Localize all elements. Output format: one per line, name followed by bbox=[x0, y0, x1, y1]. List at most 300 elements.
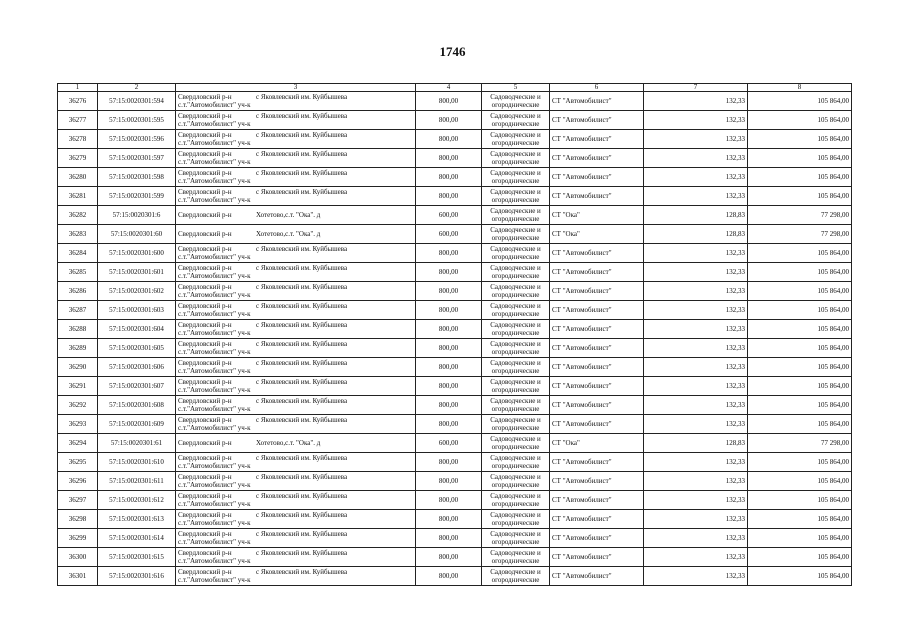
organization: СТ "Ока" bbox=[550, 434, 644, 453]
table-row bbox=[58, 510, 852, 529]
table-row bbox=[58, 358, 852, 377]
price-per-unit: 132,33 bbox=[644, 491, 748, 510]
table-row bbox=[58, 282, 852, 301]
address-place: с Яковлевский им. Куйбышева bbox=[256, 397, 348, 405]
price-per-unit: 132,33 bbox=[644, 529, 748, 548]
land-use-line-2: огороднические bbox=[491, 462, 540, 470]
address-region: Свердловский р-н bbox=[178, 169, 232, 177]
address-line-1 bbox=[178, 131, 413, 139]
address-region: Свердловский р-н bbox=[178, 397, 232, 405]
land-use-line-1: Садоводческие и bbox=[490, 473, 541, 481]
price-per-unit: 132,33 bbox=[644, 567, 748, 586]
plot-area: 800,00 bbox=[416, 282, 482, 301]
address-cell bbox=[176, 225, 416, 244]
address-place: с Яковлевский им. Куйбышева bbox=[256, 321, 348, 329]
address-cell bbox=[176, 149, 416, 168]
row-number: 36296 bbox=[58, 472, 98, 491]
address-region: Свердловский р-н bbox=[178, 150, 232, 158]
land-use-line-2: огороднические bbox=[491, 272, 540, 280]
cadastral-value: 105 864,00 bbox=[748, 339, 852, 358]
address-cell bbox=[176, 244, 416, 263]
organization: СТ "Автомобилист" bbox=[550, 358, 644, 377]
address-region: Свердловский р-н bbox=[178, 230, 232, 238]
plot-area: 800,00 bbox=[416, 263, 482, 282]
cadastral-value: 105 864,00 bbox=[748, 396, 852, 415]
land-use-line-1: Садоводческие и bbox=[490, 530, 541, 538]
organization: СТ "Автомобилист" bbox=[550, 111, 644, 130]
land-use-line-1: Садоводческие и bbox=[490, 150, 541, 158]
row-number: 36281 bbox=[58, 187, 98, 206]
land-use-line-1: Садоводческие и bbox=[490, 112, 541, 120]
plot-area: 800,00 bbox=[416, 377, 482, 396]
plot-area: 800,00 bbox=[416, 187, 482, 206]
land-use-line-2: огороднические bbox=[491, 386, 540, 394]
address-region: Свердловский р-н bbox=[178, 211, 232, 219]
land-use-line-1: Садоводческие и bbox=[490, 283, 541, 291]
cadastral-number: 57:15:0020301:609 bbox=[98, 415, 176, 434]
cadastral-value: 105 864,00 bbox=[748, 548, 852, 567]
address-locality: с.т."Автомобилист" уч-к bbox=[178, 424, 251, 432]
address-line-1 bbox=[178, 416, 413, 424]
land-use-category bbox=[482, 491, 550, 510]
address-place: с Яковлевский им. Куйбышева bbox=[256, 416, 348, 424]
address-locality: с.т."Автомобилист" уч-к bbox=[178, 519, 251, 527]
price-per-unit: 132,33 bbox=[644, 415, 748, 434]
address-cell bbox=[176, 510, 416, 529]
cadastral-number: 57:15:0020301:605 bbox=[98, 339, 176, 358]
price-per-unit: 132,33 bbox=[644, 510, 748, 529]
address-locality: с.т."Автомобилист" уч-к bbox=[178, 348, 251, 356]
land-use-line-2: огороднические bbox=[491, 443, 540, 451]
cadastral-number: 57:15:0020301:611 bbox=[98, 472, 176, 491]
address-region: Свердловский р-н bbox=[178, 188, 232, 196]
address-cell bbox=[176, 320, 416, 339]
table-row bbox=[58, 415, 852, 434]
table-row bbox=[58, 206, 852, 225]
table-row bbox=[58, 396, 852, 415]
address-place: с Яковлевский им. Куйбышева bbox=[256, 112, 348, 120]
plot-area: 800,00 bbox=[416, 320, 482, 339]
row-number: 36293 bbox=[58, 415, 98, 434]
cadastral-number: 57:15:0020301:598 bbox=[98, 168, 176, 187]
plot-area: 600,00 bbox=[416, 434, 482, 453]
address-locality: с.т."Автомобилист" уч-к bbox=[178, 367, 251, 375]
price-per-unit: 128,83 bbox=[644, 434, 748, 453]
address-place: с Яковлевский им. Куйбышева bbox=[256, 549, 348, 557]
table-row bbox=[58, 168, 852, 187]
price-per-unit: 132,33 bbox=[644, 92, 748, 111]
cadastral-number: 57:15:0020301:604 bbox=[98, 320, 176, 339]
address-region: Свердловский р-н bbox=[178, 264, 232, 272]
cadastral-value: 105 864,00 bbox=[748, 130, 852, 149]
address-line-1 bbox=[178, 112, 413, 120]
table-row bbox=[58, 548, 852, 567]
row-number: 36276 bbox=[58, 92, 98, 111]
cadastral-number: 57:15:0020301:612 bbox=[98, 491, 176, 510]
land-use-line-2: огороднические bbox=[491, 519, 540, 527]
cadastral-number: 57:15:0020301:594 bbox=[98, 92, 176, 111]
address-cell bbox=[176, 415, 416, 434]
organization: СТ "Автомобилист" bbox=[550, 92, 644, 111]
land-use-line-1: Садоводческие и bbox=[490, 568, 541, 576]
cadastral-number: 57:15:0020301:596 bbox=[98, 130, 176, 149]
address-cell bbox=[176, 548, 416, 567]
header-col-6: 6 bbox=[550, 84, 644, 92]
land-use-line-1: Садоводческие и bbox=[490, 245, 541, 253]
land-use-line-1: Садоводческие и bbox=[490, 340, 541, 348]
row-number: 36277 bbox=[58, 111, 98, 130]
organization: СТ "Автомобилист" bbox=[550, 415, 644, 434]
price-per-unit: 132,33 bbox=[644, 187, 748, 206]
organization: СТ "Автомобилист" bbox=[550, 339, 644, 358]
organization: СТ "Автомобилист" bbox=[550, 548, 644, 567]
organization: СТ "Автомобилист" bbox=[550, 453, 644, 472]
land-use-line-1: Садоводческие и bbox=[490, 93, 541, 101]
row-number: 36289 bbox=[58, 339, 98, 358]
cadastral-value: 77 298,00 bbox=[748, 225, 852, 244]
organization: СТ "Автомобилист" bbox=[550, 491, 644, 510]
address-cell bbox=[176, 111, 416, 130]
address-locality: с.т."Автомобилист" уч-к bbox=[178, 557, 251, 565]
address-cell bbox=[176, 187, 416, 206]
address-locality: с.т."Автомобилист" уч-к bbox=[178, 386, 251, 394]
plot-area: 800,00 bbox=[416, 453, 482, 472]
address-place: с Яковлевский им. Куйбышева bbox=[256, 283, 348, 291]
row-number: 36279 bbox=[58, 149, 98, 168]
price-per-unit: 132,33 bbox=[644, 111, 748, 130]
address-region: Свердловский р-н bbox=[178, 378, 232, 386]
land-use-line-2: огороднические bbox=[491, 291, 540, 299]
organization: СТ "Автомобилист" bbox=[550, 130, 644, 149]
land-use-line-1: Садоводческие и bbox=[490, 302, 541, 310]
address-cell bbox=[176, 168, 416, 187]
price-per-unit: 128,83 bbox=[644, 206, 748, 225]
land-use-line-2: огороднические bbox=[491, 367, 540, 375]
address-cell bbox=[176, 358, 416, 377]
plot-area: 600,00 bbox=[416, 206, 482, 225]
address-cell bbox=[176, 567, 416, 586]
address-place: с Яковлевский им. Куйбышева bbox=[256, 340, 348, 348]
address-region: Свердловский р-н bbox=[178, 454, 232, 462]
table-row bbox=[58, 92, 852, 111]
address-line-1 bbox=[178, 188, 413, 196]
plot-area: 800,00 bbox=[416, 472, 482, 491]
cadastral-value: 105 864,00 bbox=[748, 187, 852, 206]
cadastral-value: 77 298,00 bbox=[748, 434, 852, 453]
cadastral-number: 57:15:0020301:608 bbox=[98, 396, 176, 415]
organization: СТ "Автомобилист" bbox=[550, 472, 644, 491]
organization: СТ "Автомобилист" bbox=[550, 263, 644, 282]
header-col-5: 5 bbox=[482, 84, 550, 92]
land-use-category bbox=[482, 301, 550, 320]
land-use-line-2: огороднические bbox=[491, 215, 540, 223]
land-use-line-2: огороднические bbox=[491, 481, 540, 489]
land-use-category bbox=[482, 415, 550, 434]
plot-area: 800,00 bbox=[416, 130, 482, 149]
row-number: 36287 bbox=[58, 301, 98, 320]
land-use-category bbox=[482, 339, 550, 358]
address-locality: с.т."Автомобилист" уч-к bbox=[178, 538, 251, 546]
row-number: 36278 bbox=[58, 130, 98, 149]
land-use-category bbox=[482, 187, 550, 206]
cadastral-number: 57:15:0020301:61 bbox=[98, 434, 176, 453]
land-use-category bbox=[482, 206, 550, 225]
plot-area: 800,00 bbox=[416, 301, 482, 320]
cadastral-value: 105 864,00 bbox=[748, 529, 852, 548]
cadastral-number: 57:15:0020301:610 bbox=[98, 453, 176, 472]
price-per-unit: 132,33 bbox=[644, 168, 748, 187]
address-place: Хотетово,с.т. "Ока". д bbox=[256, 439, 321, 447]
table-row bbox=[58, 434, 852, 453]
land-use-category bbox=[482, 244, 550, 263]
price-per-unit: 132,33 bbox=[644, 263, 748, 282]
address-place: с Яковлевский им. Куйбышева bbox=[256, 93, 348, 101]
plot-area: 800,00 bbox=[416, 149, 482, 168]
address-line-1 bbox=[178, 492, 413, 500]
land-use-category bbox=[482, 282, 550, 301]
address-line-1 bbox=[178, 321, 413, 329]
address-place: с Яковлевский им. Куйбышева bbox=[256, 245, 348, 253]
address-region: Свердловский р-н bbox=[178, 302, 232, 310]
plot-area: 800,00 bbox=[416, 529, 482, 548]
address-region: Свердловский р-н bbox=[178, 439, 232, 447]
address-cell bbox=[176, 377, 416, 396]
cadastral-value: 105 864,00 bbox=[748, 510, 852, 529]
address-cell bbox=[176, 282, 416, 301]
cadastral-value: 105 864,00 bbox=[748, 453, 852, 472]
address-region: Свердловский р-н bbox=[178, 112, 232, 120]
cadastral-number: 57:15:0020301:60 bbox=[98, 225, 176, 244]
organization: СТ "Ока" bbox=[550, 206, 644, 225]
table-row bbox=[58, 111, 852, 130]
table-row bbox=[58, 339, 852, 358]
table-row bbox=[58, 567, 852, 586]
cadastral-value: 105 864,00 bbox=[748, 263, 852, 282]
table-body bbox=[58, 92, 852, 586]
plot-area: 800,00 bbox=[416, 415, 482, 434]
address-line-1 bbox=[178, 359, 413, 367]
table-row bbox=[58, 149, 852, 168]
land-use-category bbox=[482, 567, 550, 586]
row-number: 36282 bbox=[58, 206, 98, 225]
organization: СТ "Автомобилист" bbox=[550, 396, 644, 415]
row-number: 36294 bbox=[58, 434, 98, 453]
header-col-2: 2 bbox=[98, 84, 176, 92]
address-place: с Яковлевский им. Куйбышева bbox=[256, 492, 348, 500]
organization: СТ "Автомобилист" bbox=[550, 244, 644, 263]
organization: СТ "Автомобилист" bbox=[550, 320, 644, 339]
land-use-category bbox=[482, 472, 550, 491]
land-use-line-2: огороднические bbox=[491, 557, 540, 565]
address-place: с Яковлевский им. Куйбышева bbox=[256, 169, 348, 177]
address-line-1 bbox=[178, 378, 413, 386]
address-place: с Яковлевский им. Куйбышева bbox=[256, 511, 348, 519]
address-region: Свердловский р-н bbox=[178, 549, 232, 557]
address-region: Свердловский р-н bbox=[178, 359, 232, 367]
price-per-unit: 128,83 bbox=[644, 225, 748, 244]
price-per-unit: 132,33 bbox=[644, 149, 748, 168]
land-use-category bbox=[482, 434, 550, 453]
header-col-1: 1 bbox=[58, 84, 98, 92]
address-line-1 bbox=[178, 439, 413, 447]
row-number: 36299 bbox=[58, 529, 98, 548]
address-line-1 bbox=[178, 211, 413, 219]
address-region: Свердловский р-н bbox=[178, 511, 232, 519]
address-line-1 bbox=[178, 93, 413, 101]
address-locality: с.т."Автомобилист" уч-к bbox=[178, 196, 251, 204]
address-cell bbox=[176, 206, 416, 225]
table-header bbox=[58, 84, 852, 92]
organization: СТ "Автомобилист" bbox=[550, 510, 644, 529]
table-row bbox=[58, 187, 852, 206]
address-line-1 bbox=[178, 511, 413, 519]
cadastral-number: 57:15:0020301:595 bbox=[98, 111, 176, 130]
cadastral-number: 57:15:0020301:6 bbox=[98, 206, 176, 225]
address-place: Хотетово,с.т. "Ока". д bbox=[256, 230, 321, 238]
price-per-unit: 132,33 bbox=[644, 244, 748, 263]
land-use-line-1: Садоводческие и bbox=[490, 169, 541, 177]
address-locality: с.т."Автомобилист" уч-к bbox=[178, 120, 251, 128]
cadastral-value: 105 864,00 bbox=[748, 111, 852, 130]
address-line-1 bbox=[178, 150, 413, 158]
address-line-1 bbox=[178, 230, 413, 238]
cadastral-value: 105 864,00 bbox=[748, 358, 852, 377]
plot-area: 800,00 bbox=[416, 548, 482, 567]
address-region: Свердловский р-н bbox=[178, 530, 232, 538]
table-row bbox=[58, 301, 852, 320]
price-per-unit: 132,33 bbox=[644, 301, 748, 320]
land-use-category bbox=[482, 225, 550, 244]
address-region: Свердловский р-н bbox=[178, 131, 232, 139]
address-locality: с.т."Автомобилист" уч-к bbox=[178, 177, 251, 185]
address-locality: с.т."Автомобилист" уч-к bbox=[178, 329, 251, 337]
land-use-category bbox=[482, 510, 550, 529]
land-use-line-2: огороднические bbox=[491, 405, 540, 413]
plot-area: 800,00 bbox=[416, 510, 482, 529]
address-place: с Яковлевский им. Куйбышева bbox=[256, 188, 348, 196]
row-number: 36283 bbox=[58, 225, 98, 244]
land-use-line-2: огороднические bbox=[491, 348, 540, 356]
land-use-line-2: огороднические bbox=[491, 234, 540, 242]
plot-area: 800,00 bbox=[416, 111, 482, 130]
row-number: 36292 bbox=[58, 396, 98, 415]
address-line-1 bbox=[178, 245, 413, 253]
plot-area: 800,00 bbox=[416, 567, 482, 586]
price-per-unit: 132,33 bbox=[644, 339, 748, 358]
address-locality: с.т."Автомобилист" уч-к bbox=[178, 405, 251, 413]
cadastral-number: 57:15:0020301:602 bbox=[98, 282, 176, 301]
address-region: Свердловский р-н bbox=[178, 492, 232, 500]
plot-area: 800,00 bbox=[416, 396, 482, 415]
land-use-category bbox=[482, 92, 550, 111]
land-use-line-2: огороднические bbox=[491, 196, 540, 204]
row-number: 36295 bbox=[58, 453, 98, 472]
row-number: 36284 bbox=[58, 244, 98, 263]
land-use-line-1: Садоводческие и bbox=[490, 207, 541, 215]
address-line-1 bbox=[178, 397, 413, 405]
land-use-line-1: Садоводческие и bbox=[490, 492, 541, 500]
cadastral-number: 57:15:0020301:614 bbox=[98, 529, 176, 548]
address-place: с Яковлевский им. Куйбышева bbox=[256, 359, 348, 367]
land-use-line-2: огороднические bbox=[491, 139, 540, 147]
land-use-category bbox=[482, 149, 550, 168]
table-row bbox=[58, 453, 852, 472]
address-place: с Яковлевский им. Куйбышева bbox=[256, 454, 348, 462]
land-plots-table bbox=[57, 83, 852, 586]
cadastral-value: 105 864,00 bbox=[748, 491, 852, 510]
cadastral-value: 105 864,00 bbox=[748, 168, 852, 187]
cadastral-value: 105 864,00 bbox=[748, 377, 852, 396]
land-use-line-1: Садоводческие и bbox=[490, 131, 541, 139]
land-use-line-2: огороднические bbox=[491, 120, 540, 128]
land-use-category bbox=[482, 320, 550, 339]
address-line-1 bbox=[178, 283, 413, 291]
address-region: Свердловский р-н bbox=[178, 568, 232, 576]
address-line-1 bbox=[178, 549, 413, 557]
land-use-line-1: Садоводческие и bbox=[490, 264, 541, 272]
land-use-line-1: Садоводческие и bbox=[490, 511, 541, 519]
address-line-1 bbox=[178, 264, 413, 272]
header-col-7: 7 bbox=[644, 84, 748, 92]
plot-area: 800,00 bbox=[416, 244, 482, 263]
address-line-1 bbox=[178, 568, 413, 576]
organization: СТ "Ока" bbox=[550, 225, 644, 244]
table-row bbox=[58, 320, 852, 339]
row-number: 36285 bbox=[58, 263, 98, 282]
table-row bbox=[58, 244, 852, 263]
price-per-unit: 132,33 bbox=[644, 472, 748, 491]
address-locality: с.т."Автомобилист" уч-к bbox=[178, 272, 251, 280]
cadastral-value: 77 298,00 bbox=[748, 206, 852, 225]
address-cell bbox=[176, 529, 416, 548]
address-line-1 bbox=[178, 340, 413, 348]
row-number: 36300 bbox=[58, 548, 98, 567]
address-region: Свердловский р-н bbox=[178, 283, 232, 291]
land-use-line-2: огороднические bbox=[491, 500, 540, 508]
address-place: с Яковлевский им. Куйбышева bbox=[256, 530, 348, 538]
header-col-4: 4 bbox=[416, 84, 482, 92]
address-cell bbox=[176, 396, 416, 415]
price-per-unit: 132,33 bbox=[644, 130, 748, 149]
address-cell bbox=[176, 491, 416, 510]
table-row bbox=[58, 529, 852, 548]
cadastral-number: 57:15:0020301:599 bbox=[98, 187, 176, 206]
address-region: Свердловский р-н bbox=[178, 245, 232, 253]
page-number: 1746 bbox=[439, 44, 466, 59]
address-region: Свердловский р-н bbox=[178, 473, 232, 481]
plot-area: 800,00 bbox=[416, 92, 482, 111]
land-use-line-2: огороднические bbox=[491, 424, 540, 432]
table-row bbox=[58, 225, 852, 244]
cadastral-value: 105 864,00 bbox=[748, 149, 852, 168]
address-line-1 bbox=[178, 530, 413, 538]
land-use-category bbox=[482, 529, 550, 548]
cadastral-value: 105 864,00 bbox=[748, 301, 852, 320]
address-locality: с.т."Автомобилист" уч-к bbox=[178, 500, 251, 508]
header-col-8: 8 bbox=[748, 84, 852, 92]
plot-area: 800,00 bbox=[416, 491, 482, 510]
table-row bbox=[58, 263, 852, 282]
address-locality: с.т."Автомобилист" уч-к bbox=[178, 291, 251, 299]
land-use-line-2: огороднические bbox=[491, 253, 540, 261]
cadastral-number: 57:15:0020301:600 bbox=[98, 244, 176, 263]
table-row bbox=[58, 472, 852, 491]
address-place: с Яковлевский им. Куйбышева bbox=[256, 264, 348, 272]
row-number: 36288 bbox=[58, 320, 98, 339]
land-use-line-1: Садоводческие и bbox=[490, 416, 541, 424]
address-place: с Яковлевский им. Куйбышева bbox=[256, 302, 348, 310]
row-number: 36298 bbox=[58, 510, 98, 529]
